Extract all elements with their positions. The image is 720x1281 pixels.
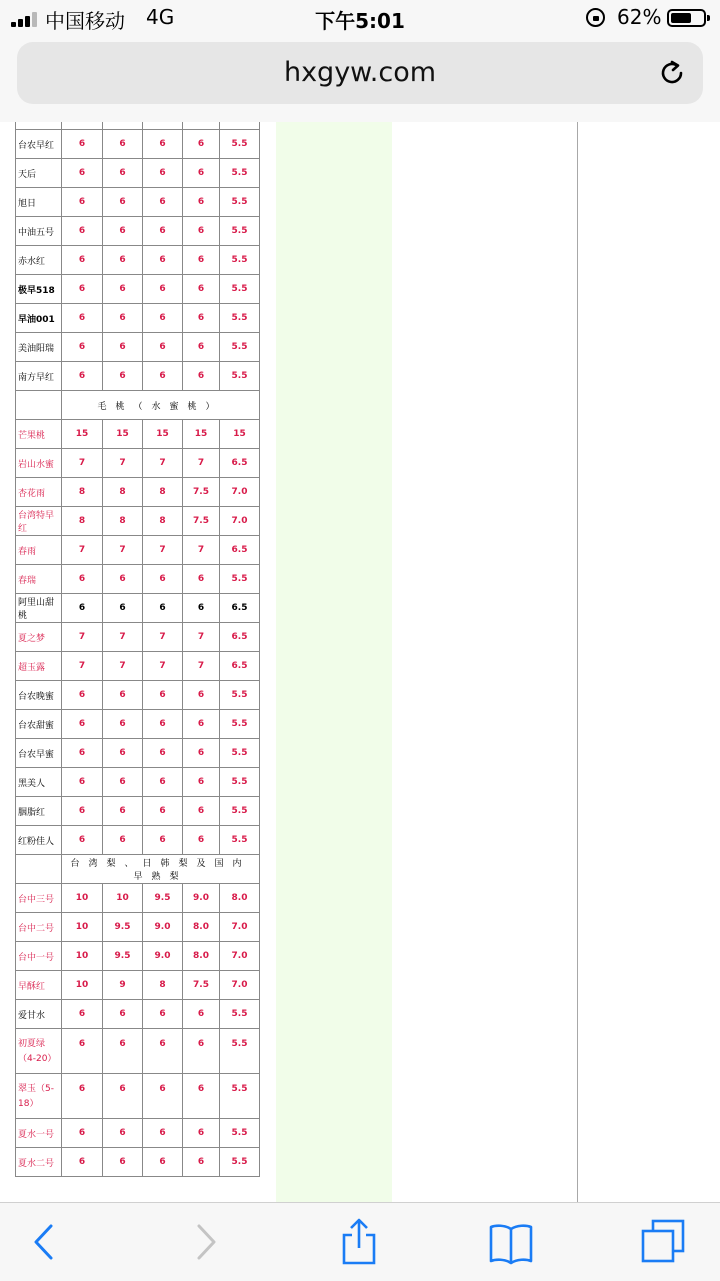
price-cell: 7.0 bbox=[220, 971, 260, 1000]
price-cell: 10 bbox=[62, 942, 103, 971]
price-cell: 6 bbox=[103, 130, 143, 159]
price-cell: 6 bbox=[183, 304, 220, 333]
table-row bbox=[16, 449, 260, 478]
price-cell: 8 bbox=[143, 478, 183, 507]
table-row bbox=[16, 942, 260, 971]
table-row bbox=[16, 1119, 260, 1148]
price-cell: 6 bbox=[183, 768, 220, 797]
price-cell: 9.5 bbox=[103, 942, 143, 971]
price-cell: 5.5 bbox=[220, 565, 260, 594]
price-cell: 6 bbox=[143, 1119, 183, 1148]
table-row bbox=[16, 333, 260, 362]
price-cell: 5.5 bbox=[220, 1148, 260, 1177]
table-row bbox=[16, 594, 260, 623]
table-row bbox=[16, 652, 260, 681]
price-cell: 6 bbox=[103, 1000, 143, 1029]
variety-name: 台湾特早红 bbox=[16, 507, 62, 536]
price-cell: 5.5 bbox=[220, 333, 260, 362]
price-cell: 6 bbox=[103, 217, 143, 246]
price-cell: 5.5 bbox=[220, 159, 260, 188]
price-cell: 6 bbox=[62, 1029, 103, 1074]
price-cell: 6 bbox=[62, 1000, 103, 1029]
table-row bbox=[16, 913, 260, 942]
web-page-content bbox=[0, 122, 720, 1202]
table-row bbox=[16, 1000, 260, 1029]
variety-name: 爱甘水 bbox=[16, 1000, 62, 1029]
price-cell: 5.5 bbox=[220, 826, 260, 855]
share-icon[interactable] bbox=[334, 1217, 384, 1267]
price-cell: 5.5 bbox=[220, 1074, 260, 1119]
price-cell: 7.0 bbox=[220, 507, 260, 536]
table-row bbox=[16, 188, 260, 217]
price-cell: 8.0 bbox=[183, 942, 220, 971]
variety-name: 中油五号 bbox=[16, 217, 62, 246]
price-cell: 6 bbox=[62, 594, 103, 623]
table-row bbox=[16, 507, 260, 536]
section-spacer bbox=[16, 855, 62, 884]
variety-name: 超玉露 bbox=[16, 652, 62, 681]
price-cell: 6 bbox=[183, 188, 220, 217]
price-cell: 9.0 bbox=[143, 913, 183, 942]
price-cell: 10 bbox=[62, 884, 103, 913]
variety-name: 台农晚蜜 bbox=[16, 681, 62, 710]
price-cell: 9.0 bbox=[183, 884, 220, 913]
price-cell: 7.5 bbox=[183, 507, 220, 536]
price-cell: 6 bbox=[143, 333, 183, 362]
price-cell: 6 bbox=[103, 333, 143, 362]
battery-percentage: 62% bbox=[617, 5, 662, 29]
status-bar bbox=[0, 0, 720, 36]
price-cell: 6 bbox=[62, 246, 103, 275]
price-cell: 6 bbox=[103, 826, 143, 855]
price-cell: 7.5 bbox=[183, 971, 220, 1000]
table-row bbox=[16, 739, 260, 768]
price-cell: 6 bbox=[183, 159, 220, 188]
price-cell: 6 bbox=[183, 710, 220, 739]
back-icon[interactable] bbox=[20, 1217, 70, 1267]
variety-name: 台中一号 bbox=[16, 942, 62, 971]
section-title bbox=[62, 391, 260, 420]
price-cell: 6 bbox=[62, 1074, 103, 1119]
table-row bbox=[16, 826, 260, 855]
table-row bbox=[16, 797, 260, 826]
variety-name: 台中二号 bbox=[16, 913, 62, 942]
price-cell: 7 bbox=[143, 623, 183, 652]
price-cell: 7 bbox=[143, 652, 183, 681]
variety-name: 胭脂红 bbox=[16, 797, 62, 826]
price-cell: 7 bbox=[143, 536, 183, 565]
price-cell: 9.5 bbox=[143, 884, 183, 913]
variety-name: 夏水二号 bbox=[16, 1148, 62, 1177]
url-text[interactable]: hxgyw.com bbox=[283, 57, 437, 88]
price-cell: 9 bbox=[103, 971, 143, 1000]
price-cell: 8 bbox=[143, 507, 183, 536]
price-cell: 5.5 bbox=[220, 304, 260, 333]
price-cell: 6 bbox=[62, 130, 103, 159]
price-cell: 8 bbox=[62, 478, 103, 507]
price-cell: 5.5 bbox=[220, 681, 260, 710]
price-cell: 15 bbox=[220, 420, 260, 449]
price-cell: 7 bbox=[183, 623, 220, 652]
price-cell: 6 bbox=[183, 275, 220, 304]
url-field[interactable] bbox=[17, 42, 703, 104]
price-cell: 6 bbox=[62, 304, 103, 333]
variety-name: 台农早红 bbox=[16, 130, 62, 159]
price-cell: 6 bbox=[183, 246, 220, 275]
price-cell: 6 bbox=[62, 681, 103, 710]
forward-icon[interactable] bbox=[180, 1217, 230, 1267]
price-cell: 6 bbox=[143, 188, 183, 217]
price-cell: 6 bbox=[183, 362, 220, 391]
price-cell: 6 bbox=[103, 797, 143, 826]
price-cell: 6 bbox=[183, 1074, 220, 1119]
table-row bbox=[16, 130, 260, 159]
bookmarks-icon[interactable] bbox=[486, 1217, 536, 1267]
price-cell: 6 bbox=[103, 1029, 143, 1074]
price-cell: 6 bbox=[62, 275, 103, 304]
price-cell: 6 bbox=[103, 739, 143, 768]
table-row bbox=[16, 1029, 260, 1074]
table-row bbox=[16, 681, 260, 710]
price-cell: 6 bbox=[103, 275, 143, 304]
variety-name: 天后 bbox=[16, 159, 62, 188]
price-cell: 6 bbox=[103, 768, 143, 797]
variety-name: 旭日 bbox=[16, 188, 62, 217]
variety-name: 红粉佳人 bbox=[16, 826, 62, 855]
price-cell: 6 bbox=[143, 565, 183, 594]
price-cell: 6 bbox=[62, 565, 103, 594]
price-cell: 7 bbox=[103, 623, 143, 652]
price-cell: 6 bbox=[183, 1148, 220, 1177]
price-cell: 7 bbox=[143, 449, 183, 478]
price-cell: 15 bbox=[183, 420, 220, 449]
price-cell: 6 bbox=[103, 246, 143, 275]
variety-name: 春瑞 bbox=[16, 565, 62, 594]
price-cell: 7 bbox=[103, 652, 143, 681]
price-cell: 6 bbox=[183, 681, 220, 710]
price-cell: 5.5 bbox=[220, 739, 260, 768]
price-cell: 9.0 bbox=[143, 942, 183, 971]
price-cell: 5.5 bbox=[220, 1119, 260, 1148]
price-cell: 6 bbox=[103, 1074, 143, 1119]
price-cell: 7 bbox=[103, 536, 143, 565]
price-cell: 6.5 bbox=[220, 652, 260, 681]
variety-name: 极早518 bbox=[16, 275, 62, 304]
price-cell: 6 bbox=[183, 565, 220, 594]
price-cell: 6 bbox=[183, 1000, 220, 1029]
price-cell: 7 bbox=[62, 652, 103, 681]
price-cell: 6 bbox=[62, 159, 103, 188]
table-row bbox=[16, 1074, 260, 1119]
orientation-lock-icon bbox=[586, 8, 605, 27]
price-cell: 6 bbox=[143, 1000, 183, 1029]
variety-name: 台农甜蜜 bbox=[16, 710, 62, 739]
section-row bbox=[16, 391, 260, 420]
table-row bbox=[16, 536, 260, 565]
price-cell: 5.5 bbox=[220, 768, 260, 797]
variety-name: 岩山水蜜 bbox=[16, 449, 62, 478]
price-cell: 7 bbox=[103, 449, 143, 478]
price-cell: 6 bbox=[62, 362, 103, 391]
price-cell: 8.0 bbox=[220, 884, 260, 913]
network-type: 4G bbox=[146, 5, 175, 29]
table-row bbox=[16, 768, 260, 797]
price-cell: 6 bbox=[183, 130, 220, 159]
price-cell: 10 bbox=[62, 971, 103, 1000]
price-cell: 7 bbox=[183, 449, 220, 478]
variety-name: 阿里山甜桃 bbox=[16, 594, 62, 623]
price-cell: 6 bbox=[143, 159, 183, 188]
variety-name: 美油阳瑞 bbox=[16, 333, 62, 362]
table-row bbox=[16, 159, 260, 188]
variety-name: 早油001 bbox=[16, 304, 62, 333]
price-cell: 6 bbox=[183, 594, 220, 623]
price-cell: 6 bbox=[143, 130, 183, 159]
table-row bbox=[16, 971, 260, 1000]
section-title-text: 台湾梨、日韩梨及国内早熟梨 bbox=[70, 859, 251, 882]
variety-name: 早酥红 bbox=[16, 971, 62, 1000]
price-cell: 6 bbox=[143, 217, 183, 246]
price-cell: 6 bbox=[62, 739, 103, 768]
price-cell: 6 bbox=[183, 1119, 220, 1148]
table-row bbox=[16, 275, 260, 304]
price-cell: 8 bbox=[62, 507, 103, 536]
price-cell: 8 bbox=[103, 507, 143, 536]
price-cell: 6 bbox=[62, 217, 103, 246]
price-cell: 6 bbox=[143, 304, 183, 333]
variety-name: 翠玉（5-18） bbox=[16, 1074, 62, 1119]
price-cell: 6 bbox=[143, 681, 183, 710]
price-cell: 6 bbox=[143, 1029, 183, 1074]
price-table bbox=[15, 122, 260, 1177]
price-cell: 6 bbox=[103, 594, 143, 623]
price-cell: 6 bbox=[62, 768, 103, 797]
price-cell: 9.5 bbox=[103, 913, 143, 942]
variety-name: 黑美人 bbox=[16, 768, 62, 797]
price-cell: 6 bbox=[143, 826, 183, 855]
variety-name: 春雨 bbox=[16, 536, 62, 565]
price-cell: 6 bbox=[103, 188, 143, 217]
price-cell: 6.5 bbox=[220, 449, 260, 478]
price-cell: 7 bbox=[62, 536, 103, 565]
price-cell: 15 bbox=[143, 420, 183, 449]
price-cell: 6 bbox=[183, 826, 220, 855]
price-cell: 5.5 bbox=[220, 362, 260, 391]
tabs-icon[interactable] bbox=[638, 1217, 688, 1267]
battery-icon bbox=[667, 9, 706, 27]
price-cell: 7 bbox=[62, 623, 103, 652]
price-cell: 7.0 bbox=[220, 913, 260, 942]
price-cell: 6 bbox=[143, 710, 183, 739]
table-row bbox=[16, 246, 260, 275]
price-cell: 7.0 bbox=[220, 942, 260, 971]
table-row bbox=[16, 304, 260, 333]
price-cell: 6 bbox=[183, 217, 220, 246]
browser-toolbar bbox=[0, 1202, 720, 1281]
carrier-name: 中国移动 bbox=[45, 9, 125, 33]
price-cell: 10 bbox=[103, 884, 143, 913]
price-cell: 5.5 bbox=[220, 1000, 260, 1029]
clock: 下午5:01 bbox=[315, 9, 405, 33]
table-row bbox=[16, 122, 260, 130]
price-cell: 6 bbox=[103, 362, 143, 391]
table-row bbox=[16, 362, 260, 391]
reload-icon[interactable] bbox=[657, 58, 687, 88]
price-cell: 6 bbox=[62, 333, 103, 362]
table-row bbox=[16, 623, 260, 652]
variety-name: 夏水一号 bbox=[16, 1119, 62, 1148]
price-cell: 6 bbox=[62, 797, 103, 826]
price-cell: 6 bbox=[143, 797, 183, 826]
price-cell: 5.5 bbox=[220, 710, 260, 739]
green-column-background bbox=[276, 122, 392, 1202]
variety-name: 赤水红 bbox=[16, 246, 62, 275]
price-cell: 8 bbox=[103, 478, 143, 507]
price-cell: 6 bbox=[143, 768, 183, 797]
section-spacer bbox=[16, 391, 62, 420]
price-cell: 6 bbox=[183, 739, 220, 768]
price-cell: 6 bbox=[62, 1148, 103, 1177]
variety-name: 夏之梦 bbox=[16, 623, 62, 652]
price-cell: 6 bbox=[183, 333, 220, 362]
price-cell: 5.5 bbox=[220, 188, 260, 217]
variety-name: 台中三号 bbox=[16, 884, 62, 913]
price-cell: 6 bbox=[103, 565, 143, 594]
price-cell: 15 bbox=[62, 420, 103, 449]
price-cell: 7 bbox=[183, 652, 220, 681]
price-cell: 8 bbox=[143, 971, 183, 1000]
browser-address-bar bbox=[0, 36, 720, 122]
price-cell: 5.5 bbox=[220, 217, 260, 246]
table-row bbox=[16, 565, 260, 594]
price-cell: 7.0 bbox=[220, 478, 260, 507]
price-cell: 6 bbox=[62, 826, 103, 855]
price-cell: 5.5 bbox=[220, 1029, 260, 1074]
price-cell: 6 bbox=[143, 275, 183, 304]
section-title-text: 毛桃（水蜜桃） bbox=[97, 401, 224, 412]
price-cell: 8.0 bbox=[183, 913, 220, 942]
price-cell: 6 bbox=[62, 188, 103, 217]
table-row bbox=[16, 420, 260, 449]
price-cell: 6 bbox=[62, 710, 103, 739]
variety-name: 杏花雨 bbox=[16, 478, 62, 507]
price-cell: 5.5 bbox=[220, 130, 260, 159]
price-cell: 5.5 bbox=[220, 246, 260, 275]
variety-name: 芒果桃 bbox=[16, 420, 62, 449]
price-cell: 5.5 bbox=[220, 797, 260, 826]
table-row bbox=[16, 710, 260, 739]
price-cell: 6.5 bbox=[220, 536, 260, 565]
price-cell: 6 bbox=[143, 1074, 183, 1119]
variety-name: 南方早红 bbox=[16, 362, 62, 391]
price-cell: 6 bbox=[103, 710, 143, 739]
section-title bbox=[62, 855, 260, 884]
table-row bbox=[16, 478, 260, 507]
price-cell: 15 bbox=[103, 420, 143, 449]
variety-name: 初夏绿（4-20） bbox=[16, 1029, 62, 1074]
price-cell: 6 bbox=[143, 362, 183, 391]
table-row bbox=[16, 217, 260, 246]
price-cell: 7 bbox=[62, 449, 103, 478]
price-cell: 6 bbox=[103, 681, 143, 710]
price-cell: 6 bbox=[143, 246, 183, 275]
variety-name: 台农早蜜 bbox=[16, 739, 62, 768]
price-cell: 6 bbox=[143, 739, 183, 768]
price-cell: 7 bbox=[183, 536, 220, 565]
price-cell: 6 bbox=[103, 1148, 143, 1177]
column-divider bbox=[577, 122, 578, 1202]
price-cell: 6.5 bbox=[220, 623, 260, 652]
table-row bbox=[16, 1148, 260, 1177]
price-cell: 6 bbox=[103, 304, 143, 333]
price-cell: 6.5 bbox=[220, 594, 260, 623]
price-cell: 6 bbox=[143, 594, 183, 623]
price-cell: 6 bbox=[183, 1029, 220, 1074]
price-cell: 6 bbox=[103, 159, 143, 188]
section-row bbox=[16, 855, 260, 884]
price-cell: 6 bbox=[143, 1148, 183, 1177]
price-cell: 6 bbox=[62, 1119, 103, 1148]
table-row bbox=[16, 884, 260, 913]
price-cell: 10 bbox=[62, 913, 103, 942]
price-cell: 5.5 bbox=[220, 275, 260, 304]
price-cell: 6 bbox=[183, 797, 220, 826]
price-cell: 6 bbox=[103, 1119, 143, 1148]
price-cell: 7.5 bbox=[183, 478, 220, 507]
